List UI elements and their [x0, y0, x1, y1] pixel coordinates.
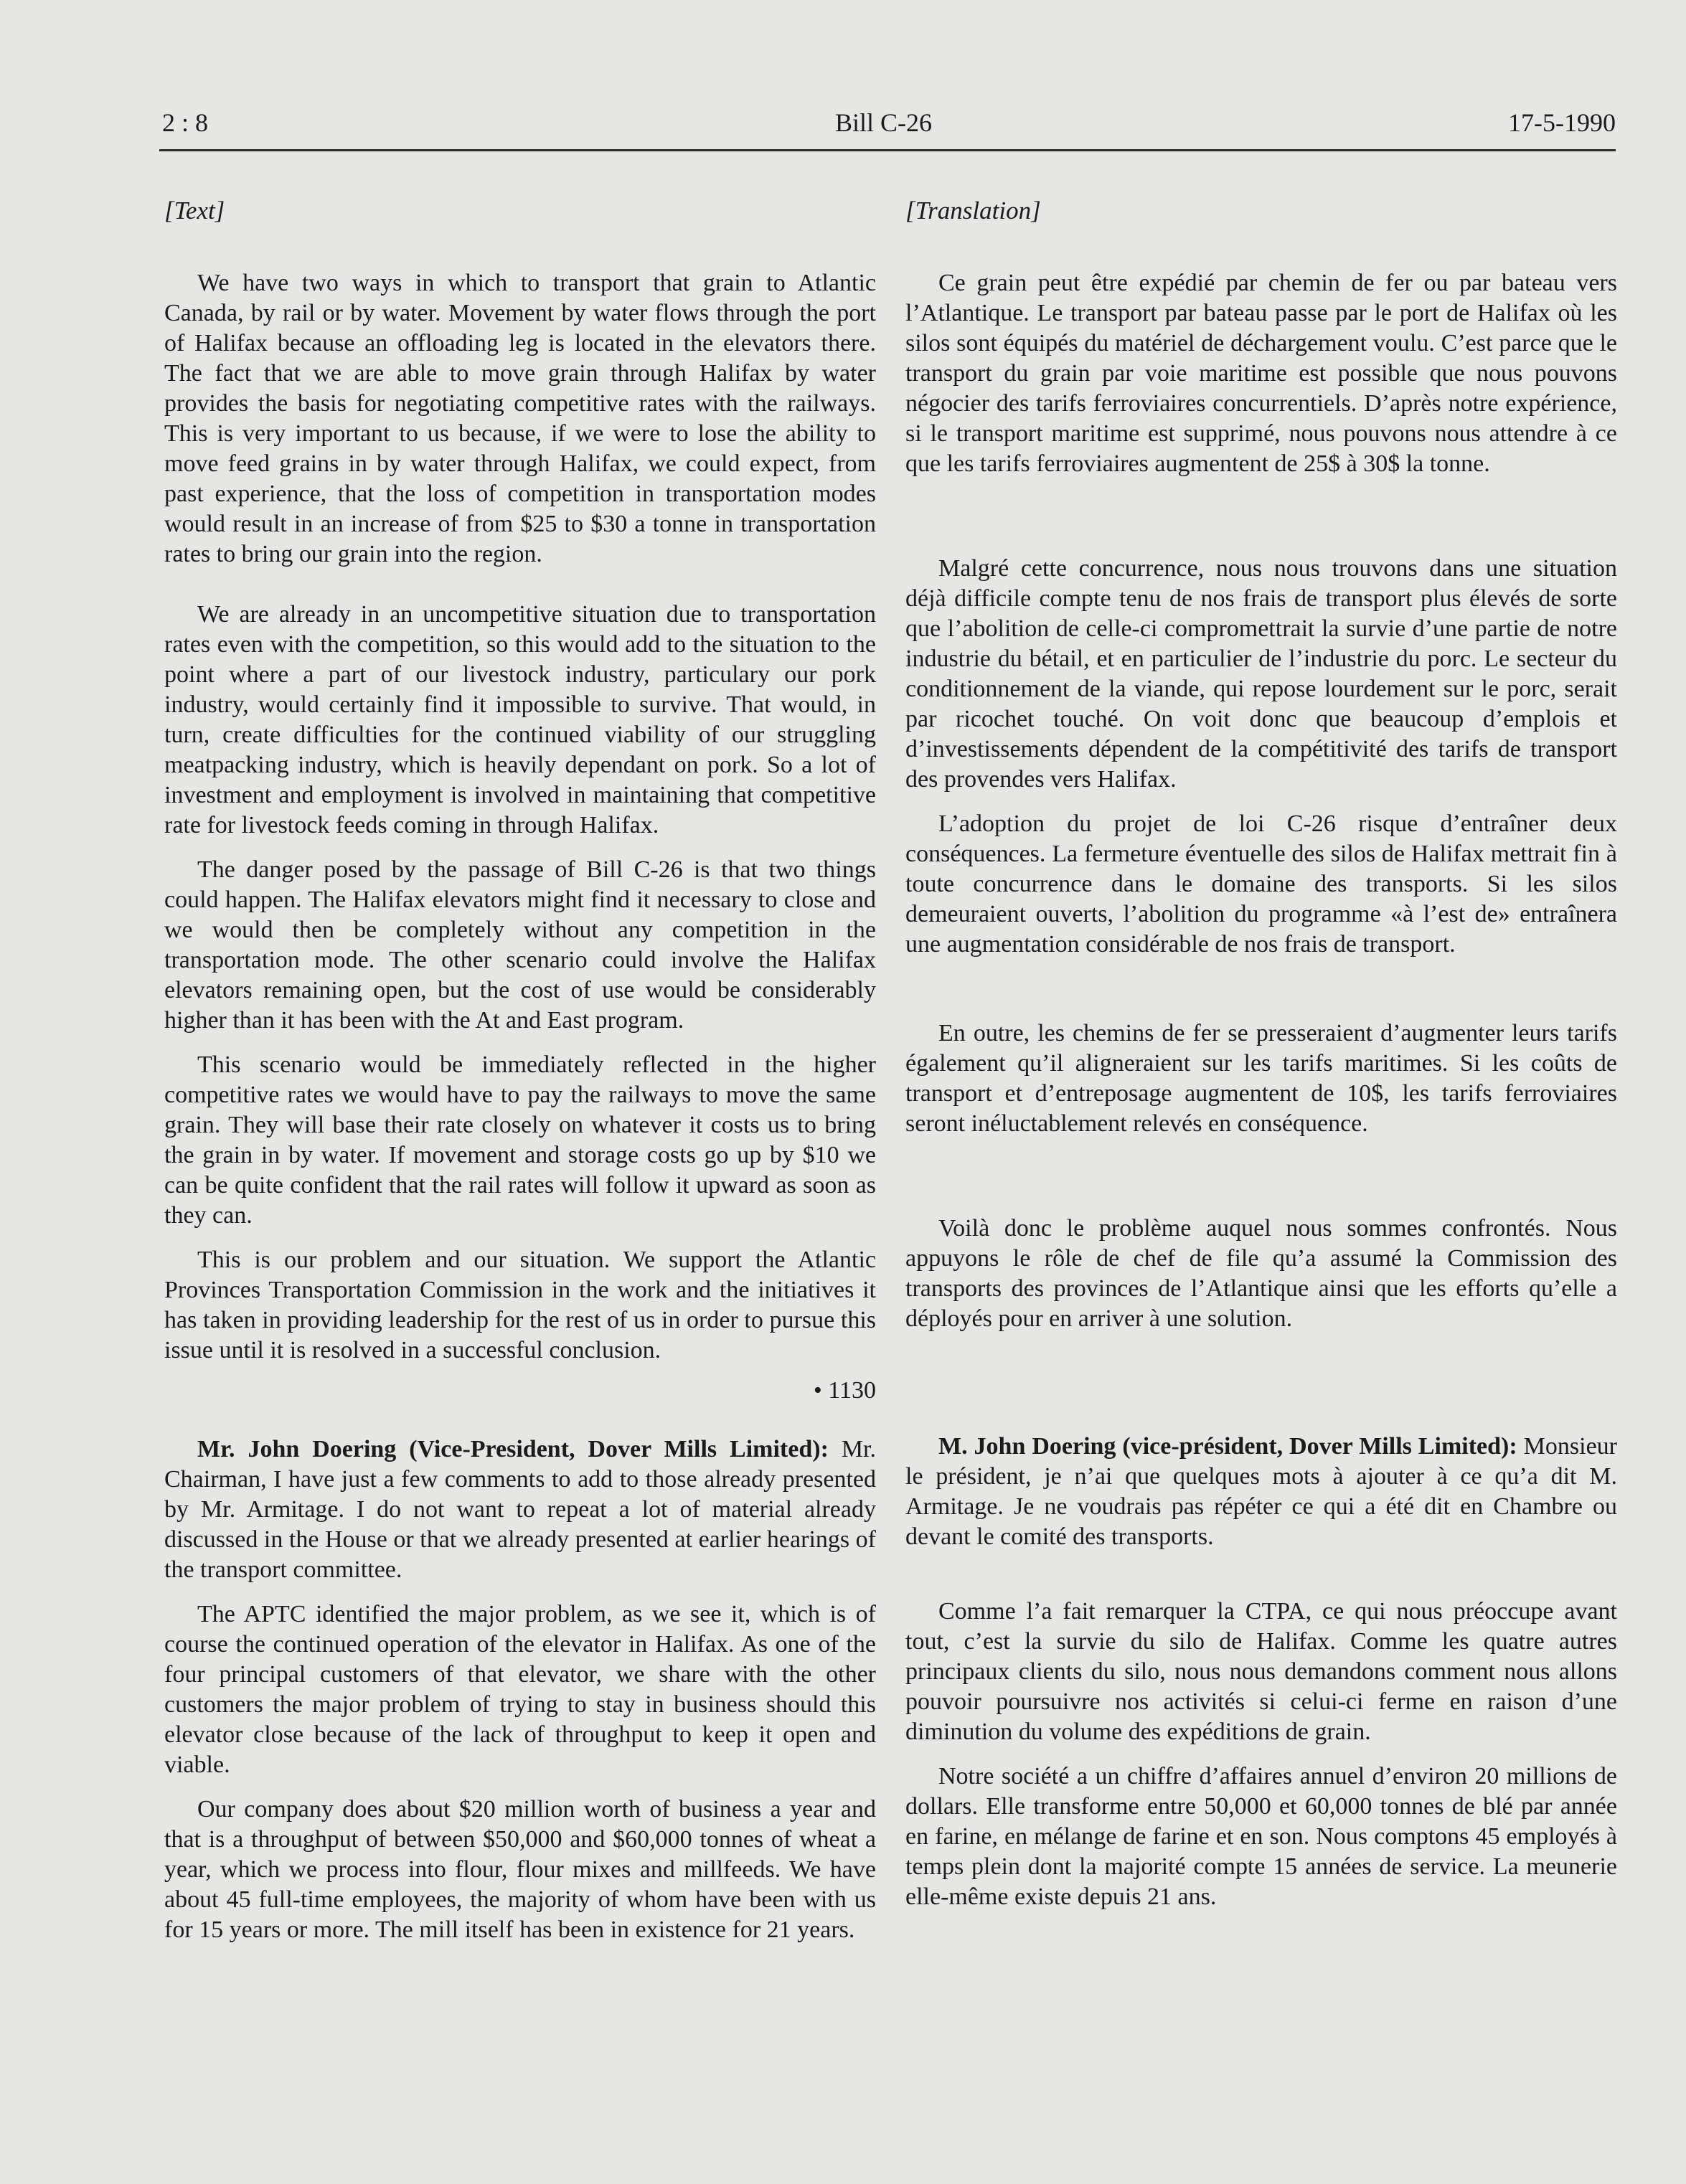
column-label-translation: [Translation]: [905, 197, 1041, 224]
speaker-paragraph: [164, 1434, 876, 1585]
paragraph: The danger posed by the passage of Bill C-26 is that two things could happen. The Halifax elevators might find it necessary to close and we would then be completely without any competition in the transportation mode. The other scenario could involve the Halifax elevators remaining open, but the cost of use would be considerably higher than it has been with the At and East program.: [164, 856, 876, 1034]
header-date: 17-5-1990: [1508, 108, 1616, 137]
column-label-text: [Text]: [164, 197, 225, 224]
speaker-name: Mr. John Doering (Vice-President, Dover Mills Limited):: [197, 1436, 829, 1462]
paragraph: Malgré cette concurrence, nous nous trouvons dans une situation déjà difficile compte tenu de nos frais de transport plus élevés de sorte que l’abolition de celle-ci compromettrait la survie d’une partie de notre industrie du bétail, et en particulier de l’industrie du porc. Le secteur du conditionnement de la viande, qui repose lourdement sur le porc, serait par ricochet touché. On voit donc que beaucoup d’emplois et d’investissements dépendent de la compétitivité des tarifs de transport des provendes vers Halifax.: [905, 555, 1617, 793]
paragraph: We are already in an uncompetitive situation due to transportation rates even with the competition, so this would add to the situation to the point where a part of our livestock industry, particulary our pork industry, would certainly find it impossible to survive. That would, in turn, create difficulties for the continued viability of our struggling meatpacking industry, which is heavily dependant on pork. So a lot of investment and employment is involved in maintaining that competitive rate for livestock feeds coming in through Halifax.: [164, 601, 876, 838]
time-marker: • 1130: [813, 1377, 876, 1404]
paragraph: We have two ways in which to transport that grain to Atlantic Canada, by rail or by water. Movement by water flows through the port of Halifax because an offloading leg is located in the elevators there. The fact that we are able to move grain through Halifax by water provides the basis for negotiating competitive rates with the railways. This is very important to us because, if we were to lose the ability to move feed grains in by water through Halifax, we could expect, from past experience, that the loss of competition in transportation modes would result in an increase of from $25 to $30 a tonne in transportation rates to bring our grain into the region.: [164, 270, 876, 567]
paragraph: Voilà donc le problème auquel nous sommes confrontés. Nous appuyons le rôle de chef de file qu’a assumé la Commission des transports des provinces de l’Atlantique ainsi que les efforts qu’elle a déployés pour en arriver à une solution.: [905, 1215, 1617, 1332]
paragraph: The APTC identified the major problem, as we see it, which is of course the continued operation of the elevator in Halifax. As one of the four principal customers of that elevator, we share with the other customers the major problem of trying to stay in business should this elevator close because of the lack of throughput to keep it open and viable.: [164, 1601, 876, 1778]
speaker-text: Mr. Chairman, I have just a few comments to add to those already presented by Mr. Armitage. I do not want to repeat a lot of material already discussed in the House or that we already presented at earlier hearings of the transport committee.: [164, 1436, 877, 1583]
bill-title: Bill C-26: [835, 108, 933, 137]
page-number: 2 : 8: [162, 108, 209, 137]
french-column: [905, 195, 1617, 1912]
speaker-text: Monsieur le président, je n’ai que quelques mots à ajouter à ce qu’a dit M. Armitage. Je ne voudrais pas répéter ce qui a été dit en Chambre ou devant le comité des transports.: [905, 1433, 1617, 1550]
paragraph: Our company does about $20 million worth of business a year and that is a throughput of between $50,000 and $60,000 tonnes of wheat a year, which we process into flour, flour mixes and millfeeds. We have about 45 full-time employees, the majority of whom have been with us for 15 years or more. The mill itself has been in existence for 21 years.: [164, 1796, 876, 1943]
paragraph: This is our problem and our situation. We support the Atlantic Provinces Transportation Commission in the work and the initiatives it has taken in providing leadership for the rest of us in order to pursue this issue until it is resolved in a successful conclusion.: [164, 1247, 876, 1363]
paragraph: Comme l’a fait remarquer la CTPA, ce qui nous préoccupe avant tout, c’est la survie du silo de Halifax. Comme les quatre autres principaux clients du silo, nous nous demandons comment nous allons pouvoir poursuivre nos activités si celui-ci ferme en raison d’une diminution du volume des expéditions de grain.: [905, 1598, 1617, 1745]
speaker-name: M. John Doering (vice-président, Dover Mills Limited):: [938, 1433, 1517, 1460]
paragraph: En outre, les chemins de fer se presseraient d’augmenter leurs tarifs également qu’il aligneraient sur les tarifs maritimes. Si les coûts de transport et d’entreposage augmentent de 10$, les tarifs ferroviaires seront inéluctablement relevés en conséquence.: [905, 1020, 1617, 1137]
page-header: [159, 102, 1616, 151]
paragraph: L’adoption du projet de loi C-26 risque d’entraîner deux conséquences. La fermeture éventuelle des silos de Halifax mettrait fin à toute concurrence dans le domaine des transports. Si les silos demeuraient ouverts, l’abolition du programme «à l’est de» entraînera une augmentation considérable de nos frais de transport.: [905, 810, 1617, 958]
english-column: [164, 195, 876, 1945]
paragraph: Ce grain peut être expédié par chemin de fer ou par bateau vers l’Atlantique. Le transport par bateau passe par le port de Halifax où les silos sont équipés du matériel de déchargement voulu. C’est parce que le transport du grain par voie maritime est possible que nous pouvons négocier des tarifs ferroviaires concurrentiels. D’après notre expérience, si le transport maritime est supprimé, nous pouvons nous attendre à ce que les tarifs ferroviaires augmentent de 25$ à 30$ la tonne.: [905, 270, 1617, 477]
speaker-paragraph: [905, 1432, 1617, 1552]
paragraph: Notre société a un chiffre d’affaires annuel d’environ 20 millions de dollars. Elle transforme entre 50,000 et 60,000 tonnes de blé par année en farine, en mélange de farine et en son. Nous comptons 45 employés à temps plein dont la majorité compte 15 années de service. La meunerie elle-même existe depuis 21 ans.: [905, 1763, 1617, 1910]
paragraph: This scenario would be immediately reflected in the higher competitive rates we would have to pay the railways to move the same grain. They will base their rate closely on whatever it costs us to bring the grain in by water. If movement and storage costs go up by $10 we can be quite confident that the rail rates will follow it upward as soon as they can.: [164, 1051, 876, 1229]
